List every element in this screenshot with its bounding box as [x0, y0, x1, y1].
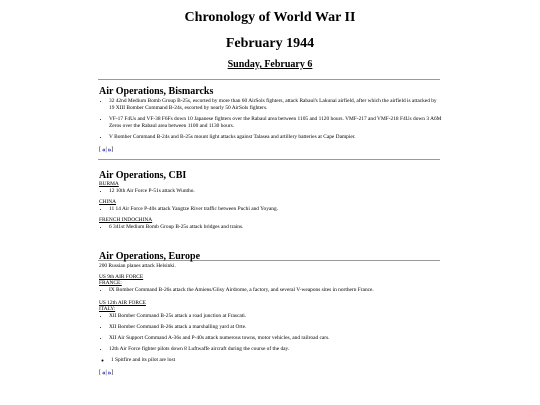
subsection-12th-af	[99, 300, 442, 364]
section-intro: 200 Russian planes attack Helsinki.	[99, 263, 176, 269]
region-link[interactable]: FRENCH INDOCHINA	[99, 217, 153, 223]
list-item: • XII Bomber Command B-25s attack a road junction at Frascati.	[109, 313, 442, 320]
section-heading: Air Operations, CBI	[99, 170, 187, 181]
region-link[interactable]: ITALY:	[99, 306, 116, 312]
list-subitem: ◦ 1 Spitfire and its pilot are lost	[111, 357, 442, 364]
list-item: • VF-17 F4Us and VF-38 F6Fs down 10 Japanese fighters over the Rabaul area between 1105 and 1120 hours. VMF-217 and VMF-218 F4Us down 3 A6M Zeros over the Rabaul area between 1100 and 1130 hours.	[109, 116, 442, 130]
region-link[interactable]: FRANCE:	[99, 280, 122, 286]
list-item: • 6 341st Medium Bomb Group B-25s attack bridges and trains.	[109, 224, 442, 231]
subsection-burma	[99, 181, 442, 195]
list-item: • 12 10th Air Force P-51s attack Wuntho.	[109, 188, 442, 195]
subsection-9th-af	[99, 274, 442, 294]
subsection-indochina	[99, 217, 442, 231]
content	[99, 86, 442, 386]
next-button[interactable]: »	[107, 369, 111, 377]
section-bismarcks	[99, 86, 442, 154]
list-item: • V Bomber Command B-24s and B-25s mount light attacks against Talasea and artillery batteries at Cape Dampier.	[109, 134, 442, 141]
next-button[interactable]: »	[107, 146, 111, 154]
list-item: • 32 42nd Medium Bomb Group B-25s, escorted by more than 60 AirSols fighters, attack Rabaul's Lakunai airfield, after which the airfield is attacked by 19 XIII Bomber Command B-24s, escorted by nearly 50 AirSols fighters.	[109, 98, 442, 112]
unit-link[interactable]: US 12th AIR FORCE	[99, 300, 146, 306]
section-europe	[99, 251, 442, 377]
item-list	[99, 98, 442, 141]
region-link[interactable]: CHINA	[99, 199, 117, 205]
unit-link[interactable]: US 9th AIR FORCE	[99, 274, 144, 280]
list-item: • XII Air Support Command A-36s and P-40s attack numerous towns, motor vehicles, and railroad cars.	[109, 335, 442, 342]
section-heading: Air Operations, Europe	[99, 251, 201, 262]
page-subtitle: February 1944	[225, 36, 315, 51]
section-cbi	[99, 170, 442, 231]
section-nav: [ « | » ]	[99, 146, 114, 154]
list-item: • 12th Air Force fighter pilots down 8 Luftwaffe aircraft during the course of the day.	[109, 346, 442, 353]
page-title: Chronology of World War II	[184, 10, 356, 25]
list-item: • 11 14 Air Force P-40s attack Yangtze River traffic between Puchi and Yoyang.	[109, 206, 442, 213]
date-link[interactable]: Sunday, February 6	[227, 59, 313, 70]
prev-button[interactable]: «	[102, 369, 105, 377]
list-item: • IX Bomber Command B-26s attack the Amiens/Glisy Airdrome, a factory, and several V-weapons sites in northern France.	[109, 287, 442, 294]
prev-button[interactable]: «	[102, 146, 105, 154]
divider	[98, 79, 440, 80]
region-link[interactable]: BURMA	[99, 181, 119, 187]
subsection-china	[99, 199, 442, 213]
section-nav: [ « | » ]	[99, 369, 114, 377]
section-heading: Air Operations, Bismarcks	[99, 86, 214, 97]
list-item: • XII Bomber Command B-26s attack a marshalling yard at Orte.	[109, 324, 442, 331]
